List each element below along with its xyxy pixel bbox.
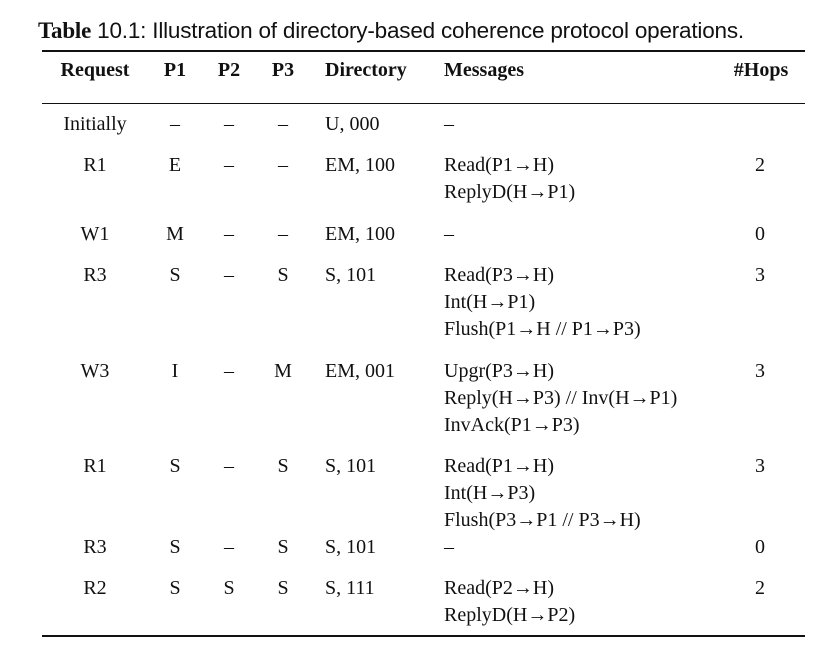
bottom-rule xyxy=(42,635,805,637)
messages-cell xyxy=(444,221,454,248)
message-line: Read(P1→H) xyxy=(444,154,554,176)
header-p3: P3 xyxy=(271,59,295,81)
p3-state-cell: – xyxy=(278,154,288,176)
p1-state-cell: I xyxy=(171,360,179,382)
messages-cell xyxy=(444,152,575,206)
p2-state-cell: – xyxy=(224,536,234,558)
p1-state-cell: S xyxy=(169,455,181,477)
p1-state-cell: – xyxy=(170,113,180,135)
message-line: Int(H→P1) xyxy=(444,291,536,313)
caption-text: 10.1: Illustration of directory-based coherence protocol operations. xyxy=(91,18,744,43)
p2-state-cell: – xyxy=(224,360,234,382)
p2-state-cell: – xyxy=(224,223,234,245)
messages-cell xyxy=(444,358,677,439)
message-line: InvAck(P1→P3) xyxy=(444,414,580,436)
request-cell: R3 xyxy=(83,536,107,558)
message-line: Flush(P3→P1 // P3→H) xyxy=(444,509,641,531)
hops-cell: 3 xyxy=(755,360,765,382)
p2-state-cell: – xyxy=(224,264,234,286)
directory-cell: EM, 100 xyxy=(325,154,395,176)
request-cell: W1 xyxy=(80,223,110,245)
hops-cell: 2 xyxy=(755,154,765,176)
header-messages: Messages xyxy=(444,59,524,81)
p3-state-cell: S xyxy=(277,455,289,477)
p1-state-cell: S xyxy=(169,264,181,286)
header-request: Request xyxy=(60,59,130,81)
top-rule xyxy=(42,50,805,52)
messages-cell xyxy=(444,111,454,138)
p1-state-cell: S xyxy=(169,577,181,599)
p1-state-cell: S xyxy=(169,536,181,558)
request-cell: R1 xyxy=(83,455,107,477)
hops-cell: 3 xyxy=(755,264,765,286)
message-line: Reply(H→P3) // Inv(H→P1) xyxy=(444,387,678,409)
messages-cell xyxy=(444,262,641,343)
p3-state-cell: S xyxy=(277,536,289,558)
p2-state-cell: – xyxy=(224,455,234,477)
p2-state-cell: S xyxy=(223,577,235,599)
header-p2: P2 xyxy=(217,59,241,81)
message-line: – xyxy=(444,113,454,135)
p2-state-cell: – xyxy=(224,113,234,135)
hops-cell: 2 xyxy=(755,577,765,599)
messages-cell xyxy=(444,453,641,534)
directory-cell: S, 101 xyxy=(325,455,377,477)
p2-state-cell: – xyxy=(224,154,234,176)
directory-cell: EM, 001 xyxy=(325,360,395,382)
message-line: – xyxy=(444,536,454,558)
p3-state-cell: – xyxy=(278,223,288,245)
p3-state-cell: M xyxy=(274,360,292,382)
header-hops: #Hops xyxy=(733,59,789,81)
request-cell: R2 xyxy=(83,577,107,599)
message-line: Flush(P1→H // P1→P3) xyxy=(444,318,641,340)
header-directory: Directory xyxy=(325,59,407,81)
directory-cell: S, 111 xyxy=(325,577,375,599)
p3-state-cell: S xyxy=(277,264,289,286)
hops-cell: 0 xyxy=(755,223,765,245)
message-line: Read(P2→H) xyxy=(444,577,554,599)
directory-cell: EM, 100 xyxy=(325,223,395,245)
message-line: ReplyD(H→P1) xyxy=(444,181,576,203)
message-line: Int(H→P3) xyxy=(444,482,536,504)
request-cell: Initially xyxy=(63,113,127,135)
hops-cell: 3 xyxy=(755,455,765,477)
hops-cell: 0 xyxy=(755,536,765,558)
directory-cell: S, 101 xyxy=(325,536,377,558)
messages-cell xyxy=(444,534,454,561)
p3-state-cell: S xyxy=(277,577,289,599)
caption-label: Table xyxy=(38,18,92,43)
header-p1: P1 xyxy=(163,59,187,81)
request-cell: W3 xyxy=(80,360,110,382)
message-line: ReplyD(H→P2) xyxy=(444,604,576,626)
directory-cell: U, 000 xyxy=(325,113,380,135)
directory-cell: S, 101 xyxy=(325,264,377,286)
p1-state-cell: M xyxy=(166,223,184,245)
message-line: Upgr(P3→H) xyxy=(444,360,554,382)
message-line: – xyxy=(444,223,454,245)
header-rule xyxy=(42,103,805,104)
messages-cell xyxy=(444,575,575,629)
p1-state-cell: E xyxy=(168,154,182,176)
p3-state-cell: – xyxy=(278,113,288,135)
table-caption xyxy=(38,18,828,44)
request-cell: R1 xyxy=(83,154,107,176)
message-line: Read(P1→H) xyxy=(444,455,554,477)
message-line: Read(P3→H) xyxy=(444,264,554,286)
request-cell: R3 xyxy=(83,264,107,286)
